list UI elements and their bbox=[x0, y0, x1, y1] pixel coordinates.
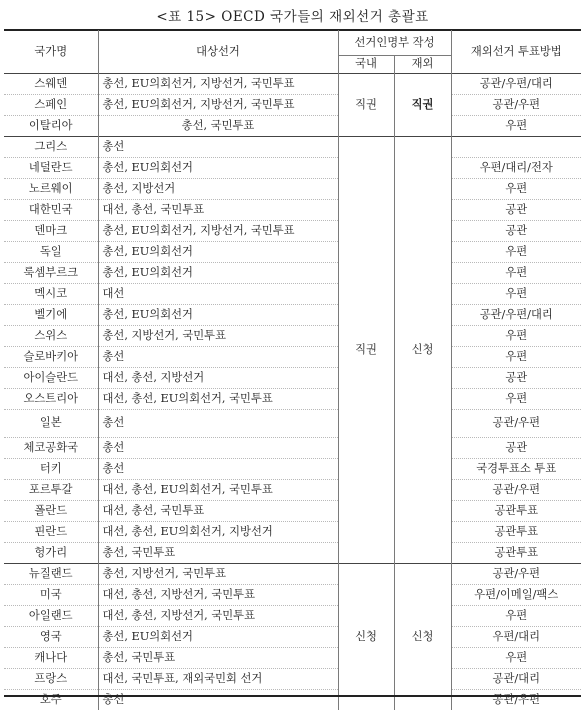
targets-cell: 총선, EU의회선거, 지방선거, 국민투표 bbox=[98, 73, 338, 94]
targets-cell: 총선 bbox=[98, 458, 338, 479]
country-cell: 룩셈부르크 bbox=[4, 262, 98, 283]
country-cell: 대한민국 bbox=[4, 199, 98, 220]
table-row bbox=[4, 563, 581, 584]
country-cell: 멕시코 bbox=[4, 283, 98, 304]
targets-cell: 총선, 국민투표 bbox=[98, 115, 338, 136]
country-cell: 덴마크 bbox=[4, 220, 98, 241]
country-cell: 호주 bbox=[4, 689, 98, 710]
table-row bbox=[4, 304, 581, 325]
targets-cell: 총선, EU의회선거 bbox=[98, 262, 338, 283]
method-cell: 우편/대리 bbox=[451, 626, 581, 647]
domestic-registration-cell: 직권 bbox=[338, 73, 394, 136]
method-cell: 공관/우편 bbox=[451, 409, 581, 437]
table-row bbox=[4, 584, 581, 605]
table-row bbox=[4, 157, 581, 178]
method-cell: 우편 bbox=[451, 647, 581, 668]
table-row bbox=[4, 668, 581, 689]
targets-cell: 대선, 총선, 지방선거, 국민투표 bbox=[98, 605, 338, 626]
domestic-registration-cell: 직권 bbox=[338, 136, 394, 563]
method-cell: 공관/우편 bbox=[451, 94, 581, 115]
method-cell: 공관투표 bbox=[451, 521, 581, 542]
method-cell: 우편 bbox=[451, 115, 581, 136]
table-title: <표 15> OECD 국가들의 재외선거 총괄표 bbox=[156, 9, 429, 25]
method-cell bbox=[451, 136, 581, 157]
table-row bbox=[4, 136, 581, 157]
method-cell: 공관투표 bbox=[451, 542, 581, 563]
method-cell: 공관/우편/대리 bbox=[451, 304, 581, 325]
header-domestic: 국내 bbox=[338, 55, 394, 73]
method-cell: 공관/대리 bbox=[451, 668, 581, 689]
targets-cell: 총선, 국민투표 bbox=[98, 647, 338, 668]
country-cell: 프랑스 bbox=[4, 668, 98, 689]
method-cell: 공관/우편 bbox=[451, 563, 581, 584]
country-cell: 스위스 bbox=[4, 325, 98, 346]
targets-cell: 대선, 총선, EU의회선거, 지방선거 bbox=[98, 521, 338, 542]
targets-cell: 대선, 국민투표, 재외국민회 선거 bbox=[98, 668, 338, 689]
method-cell: 공관/우편 bbox=[451, 689, 581, 710]
abroad-registration-cell: 신청 bbox=[394, 563, 451, 710]
table-row bbox=[4, 325, 581, 346]
country-cell: 슬로바키아 bbox=[4, 346, 98, 367]
election-summary-table bbox=[4, 30, 581, 710]
header-row bbox=[4, 30, 581, 55]
table-row bbox=[4, 626, 581, 647]
method-cell: 공관 bbox=[451, 437, 581, 458]
method-cell: 우편 bbox=[451, 325, 581, 346]
table-row bbox=[4, 500, 581, 521]
targets-cell: 총선, EU의회선거, 지방선거, 국민투표 bbox=[98, 220, 338, 241]
method-cell: 공관 bbox=[451, 199, 581, 220]
table-row bbox=[4, 115, 581, 136]
targets-cell: 총선, EU의회선거 bbox=[98, 157, 338, 178]
method-cell: 우편 bbox=[451, 178, 581, 199]
targets-cell: 총선, EU의회선거 bbox=[98, 304, 338, 325]
targets-cell: 대선 bbox=[98, 283, 338, 304]
method-cell: 우편 bbox=[451, 346, 581, 367]
country-cell: 오스트리아 bbox=[4, 388, 98, 409]
method-cell: 우편 bbox=[451, 262, 581, 283]
country-cell: 독일 bbox=[4, 241, 98, 262]
method-cell: 우편/이메일/팩스 bbox=[451, 584, 581, 605]
header-country: 국가명 bbox=[4, 30, 98, 73]
header-abroad: 재외 bbox=[394, 55, 451, 73]
targets-cell: 총선, EU의회선거, 지방선거, 국민투표 bbox=[98, 94, 338, 115]
table-row bbox=[4, 458, 581, 479]
method-cell: 우편 bbox=[451, 283, 581, 304]
country-cell: 스웨덴 bbox=[4, 73, 98, 94]
header-targets: 대상선거 bbox=[98, 30, 338, 73]
targets-cell: 대선, 총선, EU의회선거, 국민투표 bbox=[98, 388, 338, 409]
table-row bbox=[4, 220, 581, 241]
method-cell: 우편 bbox=[451, 241, 581, 262]
targets-cell: 대선, 총선, 지방선거, 국민투표 bbox=[98, 584, 338, 605]
table-row bbox=[4, 521, 581, 542]
country-cell: 체코공화국 bbox=[4, 437, 98, 458]
table-row bbox=[4, 388, 581, 409]
table-row bbox=[4, 262, 581, 283]
country-cell: 포르투갈 bbox=[4, 479, 98, 500]
targets-cell: 총선 bbox=[98, 689, 338, 710]
method-cell: 공관/우편/대리 bbox=[451, 73, 581, 94]
targets-cell: 총선, 지방선거, 국민투표 bbox=[98, 563, 338, 584]
domestic-registration-cell: 신청 bbox=[338, 563, 394, 710]
table-row bbox=[4, 346, 581, 367]
targets-cell: 총선, EU의회선거 bbox=[98, 626, 338, 647]
table-row bbox=[4, 94, 581, 115]
targets-cell: 총선 bbox=[98, 409, 338, 437]
table-row bbox=[4, 283, 581, 304]
country-cell: 터키 bbox=[4, 458, 98, 479]
targets-cell: 총선, 지방선거 bbox=[98, 178, 338, 199]
method-cell: 우편/대리/전자 bbox=[451, 157, 581, 178]
table-row bbox=[4, 199, 581, 220]
country-cell: 핀란드 bbox=[4, 521, 98, 542]
targets-cell: 총선, EU의회선거 bbox=[98, 241, 338, 262]
targets-cell: 총선, 국민투표 bbox=[98, 542, 338, 563]
targets-cell: 대선, 총선, 지방선거 bbox=[98, 367, 338, 388]
country-cell: 이탈리아 bbox=[4, 115, 98, 136]
header-method: 재외선거 투표방법 bbox=[470, 44, 562, 58]
table-row bbox=[4, 437, 581, 458]
abroad-registration-cell: 신청 bbox=[394, 136, 451, 563]
table-row bbox=[4, 605, 581, 626]
method-cell: 공관 bbox=[451, 367, 581, 388]
table-row bbox=[4, 689, 581, 710]
country-cell: 일본 bbox=[4, 409, 98, 437]
table-row bbox=[4, 542, 581, 563]
country-cell: 폴란드 bbox=[4, 500, 98, 521]
country-cell: 영국 bbox=[4, 626, 98, 647]
country-cell: 노르웨이 bbox=[4, 178, 98, 199]
method-cell: 공관/우편 bbox=[451, 479, 581, 500]
method-cell: 공관 bbox=[451, 220, 581, 241]
table-bottom-rule bbox=[4, 695, 581, 697]
table-row bbox=[4, 178, 581, 199]
targets-cell: 총선, 지방선거, 국민투표 bbox=[98, 325, 338, 346]
method-cell: 국경투표소 투표 bbox=[451, 458, 581, 479]
country-cell: 벨기에 bbox=[4, 304, 98, 325]
abroad-registration-cell: 직권 bbox=[394, 73, 451, 136]
table-row bbox=[4, 409, 581, 437]
table-row bbox=[4, 73, 581, 94]
country-cell: 아이슬란드 bbox=[4, 367, 98, 388]
table-row bbox=[4, 647, 581, 668]
country-cell: 캐나다 bbox=[4, 647, 98, 668]
country-cell: 그리스 bbox=[4, 136, 98, 157]
country-cell: 아일랜드 bbox=[4, 605, 98, 626]
targets-cell: 총선 bbox=[98, 136, 338, 157]
targets-cell: 총선 bbox=[98, 346, 338, 367]
method-cell: 공관투표 bbox=[451, 500, 581, 521]
targets-cell: 대선, 총선, EU의회선거, 국민투표 bbox=[98, 479, 338, 500]
country-cell: 뉴질랜드 bbox=[4, 563, 98, 584]
country-cell: 네덜란드 bbox=[4, 157, 98, 178]
table-row bbox=[4, 479, 581, 500]
method-cell: 우편 bbox=[451, 605, 581, 626]
targets-cell: 대선, 총선, 국민투표 bbox=[98, 500, 338, 521]
country-cell: 미국 bbox=[4, 584, 98, 605]
targets-cell: 대선, 총선, 국민투표 bbox=[98, 199, 338, 220]
method-cell: 우편 bbox=[451, 388, 581, 409]
table-row bbox=[4, 367, 581, 388]
table-row bbox=[4, 241, 581, 262]
country-cell: 스페인 bbox=[4, 94, 98, 115]
targets-cell: 총선 bbox=[98, 437, 338, 458]
header-registration: 선거인명부 작성 bbox=[338, 30, 451, 55]
country-cell: 헝가리 bbox=[4, 542, 98, 563]
